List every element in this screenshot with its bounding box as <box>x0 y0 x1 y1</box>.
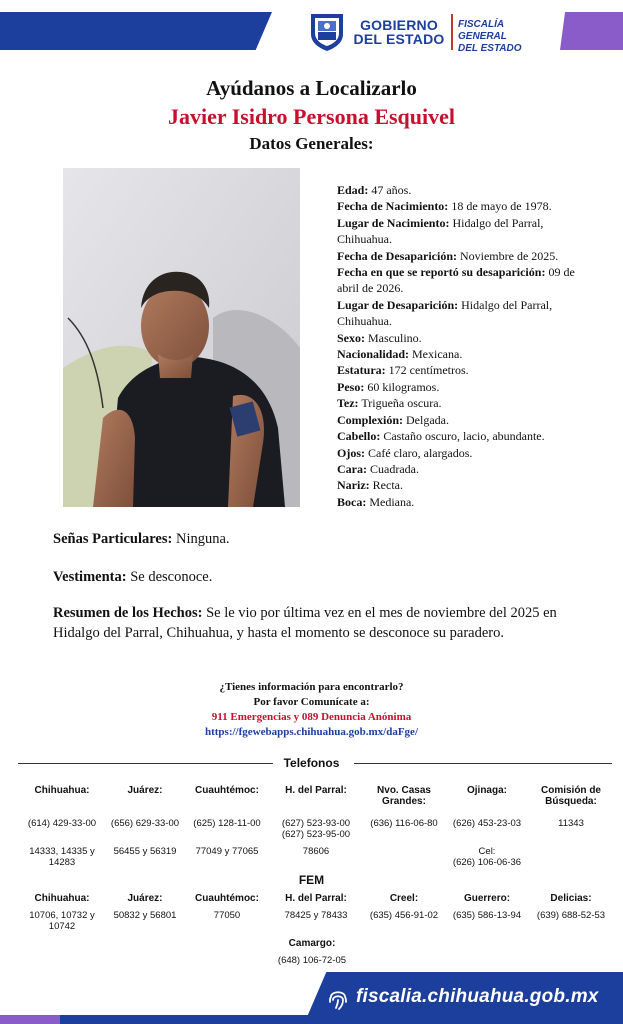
detail-row <box>337 198 587 214</box>
detail-row <box>337 264 587 297</box>
detail-row <box>337 215 587 248</box>
phone-number: (627) 523-93-00 (627) 523-95-00 <box>281 818 351 840</box>
detail-value: Castaño oscuro, lacio, abundante. <box>380 429 545 444</box>
general-details-list <box>337 182 587 510</box>
footer-stripe-accent <box>0 1015 60 1024</box>
phone-number: (625) 128-11-00 <box>193 818 261 829</box>
footer-website-link[interactable]: fiscalia.chihuahua.gob.mx <box>356 986 599 1007</box>
phone-number: 11343 <box>558 818 584 829</box>
detail-value: Masculino. <box>365 330 422 345</box>
phone-number: 78606 <box>302 846 330 857</box>
senas-value: Ninguna. <box>172 531 230 547</box>
detail-value: Mediana. <box>366 494 415 509</box>
phone-number: (626) 453-23-03 <box>452 818 522 829</box>
phone-number: 78425 y 78433 <box>284 910 348 921</box>
phone-number: 77050 <box>213 910 241 921</box>
detail-value: Hidalgo del Parral, Chihuahua. <box>337 215 544 247</box>
fem-title: FEM <box>298 873 325 887</box>
phone-number: 10706, 10732 y 10742 <box>29 910 95 932</box>
phone-office-label: Guerrero: <box>463 893 511 904</box>
fem-camargo-label: Camargo: <box>288 938 336 949</box>
detail-row <box>337 362 587 378</box>
detail-label: Cabello: <box>337 429 381 444</box>
phone-number: (635) 586-13-94 <box>452 910 522 921</box>
senas-label: Señas Particulares: <box>53 531 173 547</box>
detail-row <box>337 395 587 411</box>
phone-office-label: H. del Parral: <box>285 785 347 796</box>
phone-office-label: Comisión de Búsqueda: <box>540 785 601 807</box>
phone-number: 77049 y 77065 <box>195 846 259 857</box>
detail-label: Estatura: <box>337 363 386 378</box>
detail-label: Lugar de Nacimiento: <box>337 215 450 230</box>
phone-office-label: Chihuahua: <box>34 893 90 904</box>
resumen-hechos <box>53 603 593 643</box>
phone-office-label: Delicias: <box>550 893 592 904</box>
cta-question: ¿Tienes información para encontrarlo? <box>219 681 404 693</box>
detail-value: 09 de abril de 2026. <box>337 265 575 296</box>
detail-row <box>337 297 587 330</box>
resumen-value: Se le vio por última vez en el mes de noviembre del 2025 en Hidalgo del Parral, Chihuahua, y hasta el momento se desconoce su paradero. <box>53 605 557 641</box>
detail-value: 47 años. <box>368 183 412 197</box>
detail-label: Fecha de Nacimiento: <box>337 199 449 214</box>
detail-value: 60 kilogramos. <box>364 379 440 394</box>
detail-label: Fecha de Desaparición: <box>337 248 457 263</box>
state-shield-logo-icon <box>308 12 346 52</box>
detail-value: Hidalgo del Parral, Chihuahua. <box>337 297 553 329</box>
person-photo <box>63 168 300 507</box>
detail-label: Nacionalidad: <box>337 347 410 362</box>
senas-particulares <box>53 529 593 549</box>
phone-office-label: Cuauhtémoc: <box>195 785 259 796</box>
detail-row <box>337 412 587 428</box>
phone-number: 56455 y 56319 <box>113 846 177 857</box>
detail-row <box>337 379 587 395</box>
vestimenta-label: Vestimenta: <box>53 569 127 585</box>
cta-url-link[interactable]: https://fgewebapps.chihuahua.gob.mx/daFge/ <box>204 726 418 738</box>
detail-label: Ojos: <box>337 445 365 460</box>
detail-label: Edad: <box>337 183 369 197</box>
logo-divider <box>451 14 453 50</box>
vestimenta <box>53 567 593 587</box>
header-purple-bar <box>560 12 623 50</box>
detail-row <box>337 248 587 264</box>
vestimenta-value: Se desconoce. <box>126 569 213 585</box>
phone-number: (656) 629-33-00 <box>110 818 180 829</box>
detail-row <box>337 477 587 493</box>
phone-number: 14333, 14335 y 14283 <box>29 846 95 868</box>
detail-row <box>337 461 587 477</box>
phone-office-label: Nvo. Casas Grandes: <box>377 785 431 807</box>
detail-label: Lugar de Desaparición: <box>337 297 459 312</box>
person-name: Javier Isidro Persona Esquivel <box>167 104 456 129</box>
detail-row <box>337 445 587 461</box>
resumen-label: Resumen de los Hechos: <box>53 605 203 621</box>
phone-number: (614) 429-33-00 <box>27 818 97 829</box>
telefonos-title: Telefonos <box>283 756 340 770</box>
detail-value: 18 de mayo de 1978. <box>448 199 552 214</box>
detail-row <box>337 494 587 510</box>
detail-label: Tez: <box>337 396 359 411</box>
detail-label: Fecha en que se reportó su desaparición: <box>337 265 546 280</box>
section-label: Datos Generales: <box>249 134 374 153</box>
phone-office-label: Cuauhtémoc: <box>195 893 259 904</box>
fem-camargo-phone: (648) 106-72-05 <box>277 955 347 966</box>
phone-office-label: Ojinaga: <box>466 785 507 796</box>
detail-value: Cuadrada. <box>367 461 419 476</box>
phone-number: (636) 116-06-80 <box>370 818 438 829</box>
detail-value: Delgada. <box>403 412 449 427</box>
detail-value: 172 centímetros. <box>385 363 469 378</box>
phone-number: (635) 456-91-02 <box>369 910 439 921</box>
detail-row <box>337 346 587 362</box>
detail-row <box>337 428 587 444</box>
phone-number: 50832 y 56801 <box>113 910 177 921</box>
phone-office-label: Chihuahua: <box>34 785 90 796</box>
detail-value: Recta. <box>369 478 403 493</box>
detail-row <box>337 330 587 346</box>
phone-office-label: Creel: <box>389 893 419 904</box>
detail-label: Sexo: <box>337 330 365 345</box>
fingerprint-icon <box>326 987 350 1011</box>
gobierno-logo-text: GOBIERNO DEL ESTADO <box>353 17 445 47</box>
detail-value: Café claro, alargados. <box>365 445 473 460</box>
detail-value: Mexicana. <box>409 347 463 362</box>
detail-row <box>337 182 587 198</box>
phone-number: (639) 688-52-53 <box>536 910 606 921</box>
phone-office-label: Juárez: <box>127 893 163 904</box>
cta-emergency: 911 Emergencias y 089 Denuncia Anónima <box>211 711 412 723</box>
phone-office-label: H. del Parral: <box>285 893 347 904</box>
detail-value: Noviembre de 2025. <box>456 248 559 263</box>
detail-label: Peso: <box>337 379 365 394</box>
detail-value: Trigueña oscura. <box>358 396 442 411</box>
cta-please: Por favor Comunícate a: <box>253 696 370 708</box>
detail-label: Complexión: <box>337 412 403 427</box>
headline: Ayúdanos a Localizarlo <box>206 76 417 100</box>
header-blue-bar <box>0 12 272 50</box>
detail-label: Nariz: <box>337 478 370 493</box>
fiscalia-logo-text: FISCALÍA GENERAL DEL ESTADO <box>458 19 522 54</box>
phone-number: Cel: (626) 106-06-36 <box>452 846 522 868</box>
phone-office-label: Juárez: <box>127 785 163 796</box>
detail-label: Cara: <box>337 461 367 476</box>
detail-label: Boca: <box>337 494 367 509</box>
